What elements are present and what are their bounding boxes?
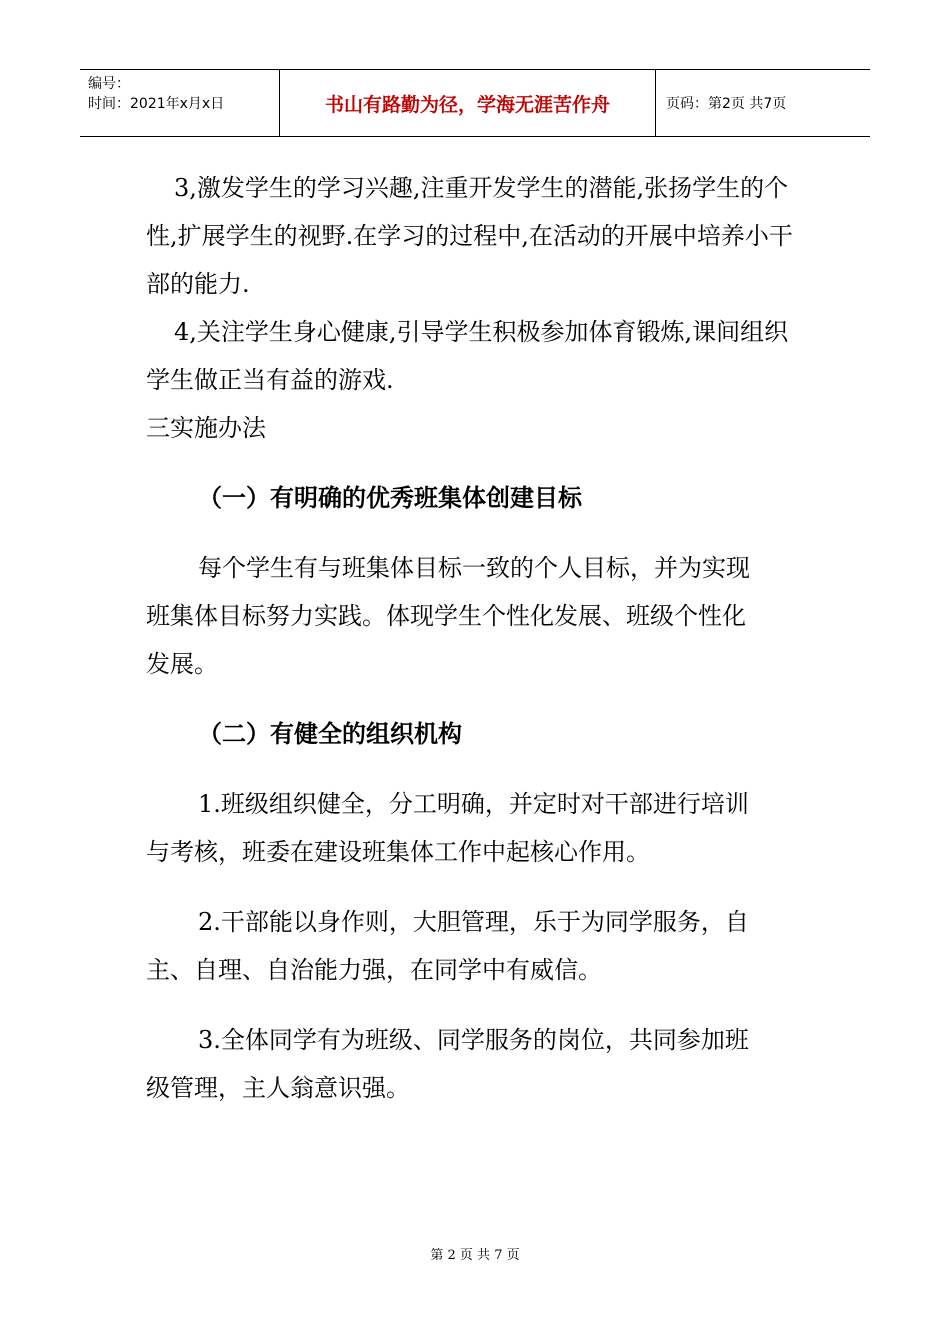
header-meta: [80, 70, 280, 136]
paragraph-line: 发展。: [146, 650, 218, 678]
subsection-heading: （二）有健全的组织机构: [198, 720, 462, 748]
page-footer: 第 2 页 共 7 页: [430, 1248, 520, 1263]
header-page-info: 页码：第2页 共7页: [666, 96, 787, 112]
paragraph-line: 学生做正当有益的游戏.: [146, 366, 394, 394]
header-motto: 书山有路勤为径，学海无涯苦作舟: [280, 70, 656, 136]
paragraph-line: 主、自理、自治能力强，在同学中有威信。: [146, 956, 602, 984]
paragraph-line: 1.班级组织健全，分工明确，并定时对干部进行培训: [198, 790, 749, 818]
paragraph-line: 级管理，主人翁意识强。: [146, 1074, 410, 1102]
paragraph-line: 部的能力.: [146, 270, 250, 298]
paragraph-line: 4,关注学生身心健康,引导学生积极参加体育锻炼,课间组织: [174, 318, 789, 346]
document-body: [146, 164, 814, 1112]
code-label: 编号：: [88, 76, 130, 92]
section-heading: 三实施办法: [146, 414, 266, 442]
page-header: [80, 69, 870, 137]
paragraph-line: 班集体目标努力实践。体现学生个性化发展、班级个性化: [146, 602, 746, 630]
paragraph-line: 3.全体同学有为班级、同学服务的岗位，共同参加班: [198, 1026, 749, 1054]
paragraph-line: 性,扩展学生的视野.在学习的过程中,在活动的开展中培养小干: [146, 222, 793, 250]
subsection-heading: （一）有明确的优秀班集体创建目标: [198, 484, 582, 512]
paragraph-line: 与考核，班委在建设班集体工作中起核心作用。: [146, 838, 650, 866]
paragraph-line: 2.干部能以身作则，大胆管理，乐于为同学服务，自: [198, 908, 749, 936]
paragraph-line: 每个学生有与班集体目标一致的个人目标，并为实现: [198, 554, 750, 582]
time-label: 时间：2021年x月x日: [88, 96, 225, 112]
paragraph-line: 3,激发学生的学习兴趣,注重开发学生的潜能,张扬学生的个: [174, 174, 789, 202]
